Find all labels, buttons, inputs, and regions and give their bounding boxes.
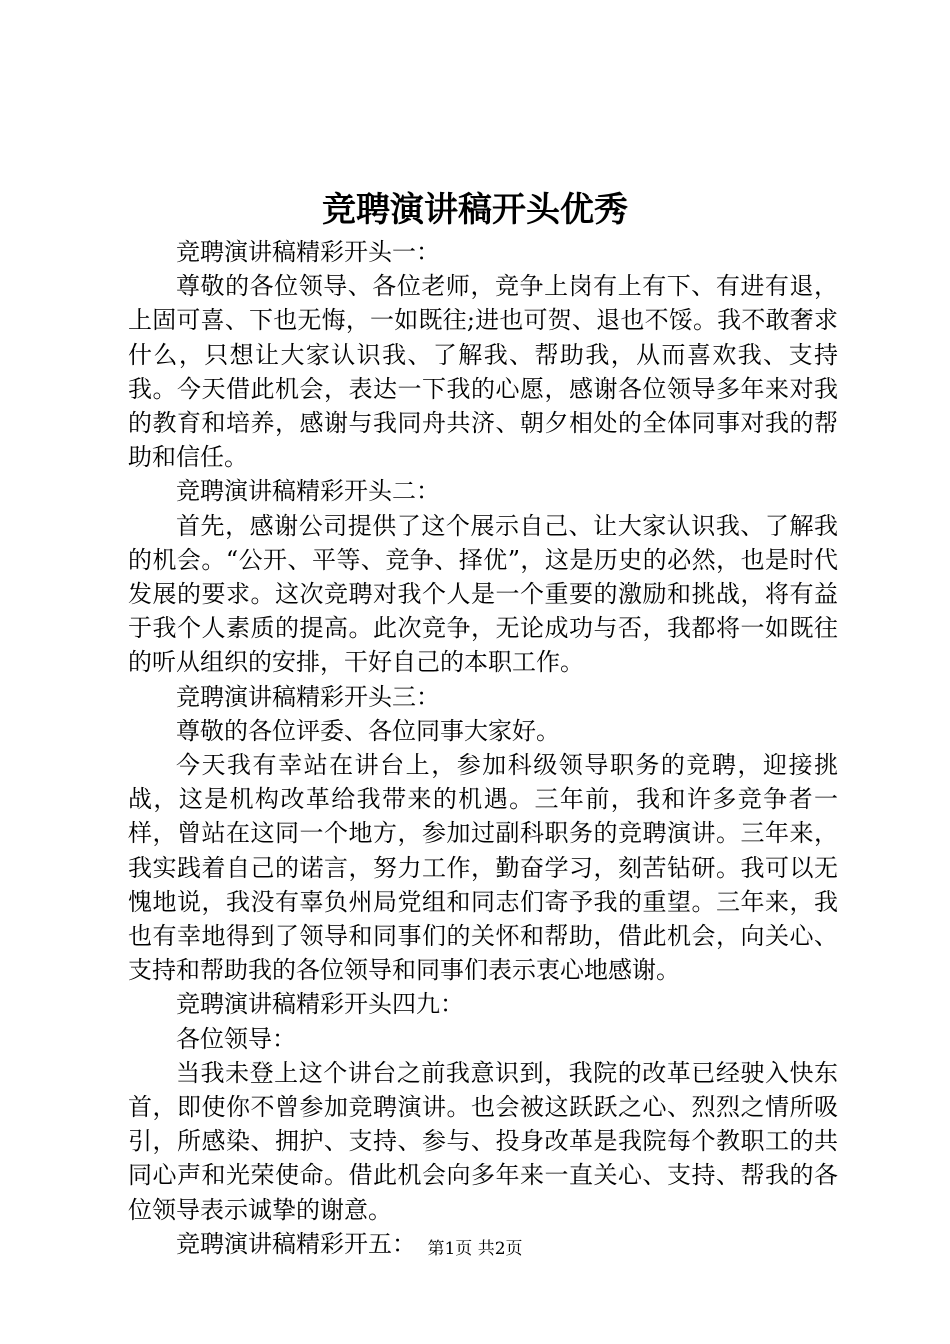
paragraph-body-2: 首先，感谢公司提供了这个展示自己、让大家认识我、了解我的机会。“公开、平等、竞争、择优”，这是历史的必然，也是时代发展的要求。这次竞聘对我个人是一个重要的激励和挑战，将有益于我个人素质的提高。此次竞争，无论成功与否，我都将一如既往的听从组织的安排，干好自己的本职工作。 — [128, 511, 838, 677]
paragraph-heading-3: 竞聘演讲稿精彩开头三： — [176, 682, 440, 711]
paragraph-heading-1: 竞聘演讲稿精彩开头一： — [176, 238, 440, 266]
paragraph-body-1: 尊敬的各位领导、各位老师，竞争上岗有上有下、有进有退，上固可喜、下也无悔，一如既往;进也可贺、退也不馁。我不敢奢求什么，只想让大家认识我、了解我、帮助我，从而喜欢我、支持我。今天借此机会，表达一下我的心愿，感谢各位领导多年来对我的教育和培养，感谢与我同舟共济、朝夕相处的全体同事对我的帮助和信任。 — [128, 272, 838, 472]
page-footer: 第1页 共2页 — [427, 1239, 523, 1259]
document-body — [128, 235, 838, 1261]
paragraph-heading-4: 竞聘演讲稿精彩开头四九： — [176, 990, 464, 1019]
paragraph-greeting-3: 尊敬的各位评委、各位同事大家好。 — [176, 716, 560, 745]
paragraph-heading-5: 竞聘演讲稿精彩开五： — [176, 1229, 416, 1258]
paragraph-heading-2: 竞聘演讲稿精彩开头二： — [176, 477, 440, 506]
paragraph-body-4: 当我未登上这个讲台之前我意识到，我院的改革已经驶入快东首，即使你不曾参加竞聘演讲。也会被这跃跃之心、烈烈之情所吸引，所感染、拥护、支持、参与、投身改革是我院每个教职工的共同心声和光荣使命。借此机会向多年来一直关心、支持、帮我的各位领导表示诚挚的谢意。 — [128, 1058, 838, 1224]
document-title: 竞聘演讲稿开头优秀 — [322, 190, 628, 230]
paragraph-greeting-4: 各位领导： — [176, 1024, 296, 1053]
paragraph-body-3: 今天我有幸站在讲台上，参加科级领导职务的竞聘，迎接挑战，这是机构改革给我带来的机遇。三年前，我和许多竞争者一样，曾站在这同一个地方，参加过副科职务的竞聘演讲。三年来，我实践着自己的诺言，努力工作，勤奋学习，刻苦钻研。我可以无愧地说，我没有辜负州局党组和同志们寄予我的重望。三年来，我也有幸地得到了领导和同事们的关怀和帮助，借此机会，向关心、支持和帮助我的各位领导和同事们表示衷心地感谢。 — [128, 751, 838, 985]
